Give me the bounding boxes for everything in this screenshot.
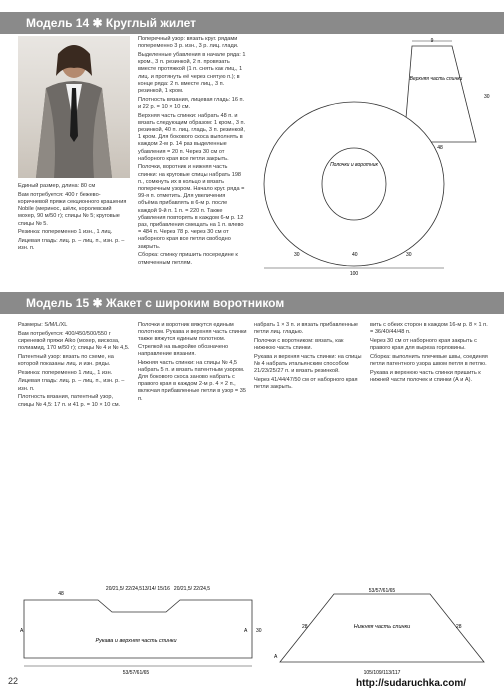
dim-h30: 30 [256,628,262,634]
text-para: Резинка: попеременно 1 лиц., 1 изн. [18,369,113,376]
sleeve-label: Рукава и верхняя часть спинки [95,638,177,644]
materials-line: Вам потребуется: 400 г бежево-коричневой пряжи секционного крашения Nobile (меринос, шёлк, королевский мохер, 90 м/50 г); спицы № 5; круговые спицы № 5. [18,191,127,227]
dim-top: 20/21,5/ 22/24,5 [105,586,143,592]
dim-a-right: A [244,628,248,634]
text-para: вить с обеих сторон в каждом 16-м р. 8 × 1 п. = 36/40/44/48 п. [370,322,488,336]
dim-bottom-back: 105/109/113/117 [363,670,401,676]
model14-title-banner [0,12,504,34]
text-para: Патентный узор: вязать по схеме, на которой показаны лиц. и изн. ряды. [18,353,114,368]
model15-title-banner [0,292,504,314]
model15-column-2 [138,322,248,404]
dim-100: 100 [349,271,359,277]
text-para: Вам потребуется: 400/450/500/550 г сиреневой пряжи Aiko (мохер, вискоза, полиамид, 170 м/50 г); спицы № 4 и № 4,5. [18,330,130,352]
dim-left-48: 48 [58,591,64,597]
model15-column-1 [18,322,130,410]
text-para: Размеры: S/M/L/XL [18,322,68,328]
circle-diagram [254,96,454,276]
dim-40: 40 [352,252,358,258]
text-para: Нижняя часть спинки: на спицы № 4,5 набрать 5 п. и вязать патентным узором. Для бокового скоса заново набрать с правого края в каждом 2-м р. 4 × 2 п., включая прибавленные петли в узор = 35 п. [138,359,246,402]
model15-column-3 [254,322,364,393]
dim-30-right: 30 [406,252,412,258]
model15-column-4 [370,322,488,386]
dim-bottom: 53/57/61/65 [122,670,150,676]
model15-title: Модель 15 ✱ Жакет с широким воротником [26,296,285,310]
dim-right: 20/21,5/ 22/24,5 [173,586,211,592]
dim-left-28: 28 [302,624,308,630]
text-para: Лицевая гладь: лиц. р. – лиц. п., изн. р. – изн. п. [18,378,125,392]
model14-title: Модель 14 ✱ Круглый жилет [26,16,197,30]
dim-top-back: 53/57/61/65 [368,588,396,594]
text-para: Полочки с воротником: вязать, как нижнюю часть спинки. [254,337,344,352]
text-para: Сборка: спинку пришить посередине к отмеченным петлям. [138,252,238,266]
text-para: набрать 1 × 3 п. и вязать прибавленные петли лиц. гладью. [254,322,358,336]
model14-column-2 [138,36,246,268]
text-para: Через 30 см от наборного края закрыть с правого края для выреза горловины. [370,337,477,352]
text-para: Плотность вязания, лицевая гладь: 16 п. и 22 р. = 10 × 10 см. [138,96,245,110]
sleeve-diagram [16,582,260,682]
text-para: Поперечный узор: вязать круг. рядами попеременно 3 р. изн., 3 р. лиц. глади. [138,36,239,50]
footer-url[interactable]: http://sudaruchka.com/ [356,678,467,689]
dim-30-left: 30 [294,252,300,258]
text-para: Сборка: выполнить плечевые швы, соединяя петли патентного узора швом петля в петлю. [370,353,488,368]
back-label: Нижняя часть спинки [353,624,411,630]
text-para: Полочки, воротник и нижняя часть спинки: на круговые спицы набрать 198 п., сомкнуть их в кольцо и вязать поперечным узором. Начало круг. ряда = 99-я п. отметить. Для увеличения объёма прибавлять в 6-м р. после каждой 9-й п. 1 п. = 220 п. Также убавления повторять в каждом 6-м р. 12 раз, прибавления смещать на 1 п. влево = 484 п. Через 78 р. через 30 см от наборного края все петли свободно закрыть. [138,164,245,250]
page-number: 22 [8,676,19,686]
part-label: Верхняя часть спинки [409,76,463,82]
dim-right-28: 28 [456,624,462,630]
text-para: Через 41/44/47/50 см от наборного края петли закрыть. [254,376,358,391]
woman-figure-image [18,36,130,178]
text-para: Рукава и верхняя часть спинки: на спицы № 4 набрать итальянским способом 21/23/25/27 п. и вязать резинкой. [254,353,362,375]
text-para: Полочки и воротник вяжутся единым полотном. Рукава и верхняя часть спинки также вяжутся единым полотном. Стрелкой на выкройке обозначено направление вязания. [138,322,247,357]
text-para: Рукава и верхнюю часть спинки пришить к нижней части полочек и спинки (А и А). [370,369,481,383]
inner-label: Полочки и воротник [330,162,378,168]
stockinette-line: Лицевая гладь: лиц. р. – лиц. п., изн. р. – изн. п. [18,237,125,252]
size-line: Единый размер, длина: 80 см [18,183,96,189]
rib-line: Резинка: попеременно 1 изн., 1 лиц. [18,229,113,236]
lower-back-diagram [272,588,492,678]
dim-9: 9 [430,38,434,44]
model14-column-1 [18,183,130,254]
dim-30: 30 [484,94,490,100]
dim-48: 48 [437,145,443,151]
dim-a-back: A [274,654,278,660]
text-para: Плотность вязания, патентный узор, спицы № 4,5: 17 п. и 41 р. = 10 × 10 см. [18,394,121,408]
dim-mid: 13/14/ 15/16 [142,586,170,592]
model-photo [18,36,130,178]
dim-a: A [20,628,24,634]
text-para: Выделенные убавления в начале ряда: 1 кром., 3 п. резинкой, 2 п. провязать вместе протяжкой (1 п. снять как лиц., 1 лиц. и протянуть её через снятую п.); в конце ряда: 2 п. вместе лиц., 3 п. резинкой, 1 кром. [138,51,246,94]
text-para: Верхняя часть спинки: набрать 48 п. и вязать следующим образом: 1 кром., 3 п. резинкой, 40 п. лиц. гладь, 3 п. резинкой, 1 кром. Для бокового скоса выполнять в каждом 2-м р. 14 раз выделенные убавления = 20 п. Через 30 см от наборного края все петли закрыть. [138,112,246,162]
